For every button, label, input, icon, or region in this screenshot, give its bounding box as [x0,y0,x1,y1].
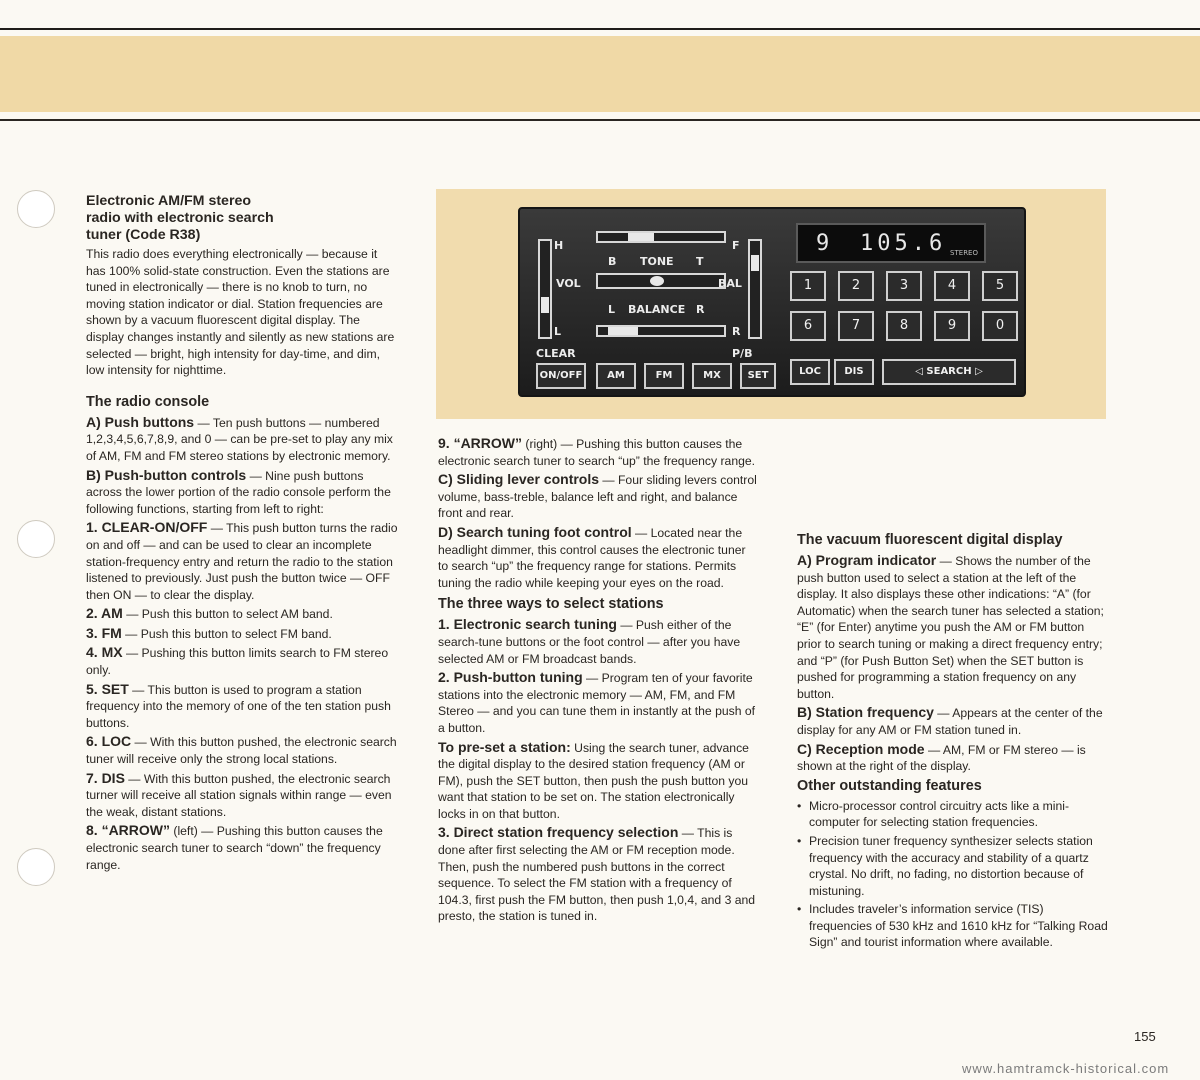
radio-label-pb: P/B [732,347,753,360]
am-item: 2. AM — Push this button to select AM band. [86,605,333,622]
three-ways-heading: The three ways to select stations [438,596,664,613]
preset-button-7: 7 [838,311,874,341]
radio-label-tone: TONE [640,255,674,268]
push-button-tuning-item: 2. Push-button tuning — Program ten of your favorite stations into the electronic memory — AM, FM, and FM Stereo — and you can tune them in instantly at the push of a button. [438,669,756,735]
set-button: SET [740,363,776,389]
arrow-right-item: 9. “ARROW” (right) — Pushing this button causes the electronic search tuner to search “up” the frequency range. [438,435,756,468]
radio-label-t: T [696,255,704,268]
radio-label-f: F [732,239,740,252]
set-item: 5. SET — This button is used to program a station frequency into the memory of one of the ten station push buttons. [86,680,391,730]
banner-rule [0,119,1200,121]
radio-console [518,207,1026,397]
loc-item: 6. LOC — With this button pushed, the electronic search tuner will receive only the strong local stations. [86,733,397,767]
intro-paragraph: This radio does everything electronically — because it has 100% solid-state construction. Even the stations are tuned in electronically — there is no knob to turn, no moving station indicator or dial. Station frequencies are shown by a vacuum fluorescent digital display. The display changes instantly and silently as new stations are selected — bright, high intensity for day-time, and dim, low intensity for nighttime. [86,247,395,378]
preset-button-2: 2 [838,271,874,301]
feature-bullet: • Includes traveler’s information service (TIS) frequencies of 530 kHz and 1610 kHz for “Talking Road Sign” and tourist information where available. [797,901,1109,951]
preset-button-5: 5 [982,271,1018,301]
binder-hole [17,190,55,228]
mx-item: 4. MX — Pushing this button limits search to FM stereo only. [86,644,389,678]
radio-label-b: B [608,255,617,268]
radio-label-bal: BAL [718,277,742,290]
display-heading: The vacuum fluorescent digital display [797,532,1063,548]
search-tuning-item: 1. Electronic search tuning — Push either of the search-tune buttons or the foot control — after you have selected AM or FM broadcast bands. [438,616,741,666]
tone-slider [596,231,726,243]
volume-slider [538,239,552,339]
search-button: ◁ SEARCH ▷ [882,359,1016,385]
push-buttons-item: A) Push buttons — Ten push buttons — numbered 1,2,3,4,5,6,7,8,9, and 0 — can be pre-set to play any mix of AM, FM and FM stereo stations by electronic memory. [86,413,393,463]
display-frequency: 105.6 [860,231,947,256]
top-rule [0,28,1200,30]
fm-button: FM [644,363,684,389]
radio-label-clear: CLEAR [536,347,576,360]
loc-button: LOC [790,359,830,385]
balance-slider [596,273,726,289]
preset-button-0: 0 [982,311,1018,341]
reception-mode-item: C) Reception mode — AM, FM or FM stereo — is shown at the right of the display. [797,740,1086,774]
preset-button-9: 9 [934,311,970,341]
source-url: www.hamtramck-historical.com [962,1061,1170,1076]
column-2 [438,435,758,925]
program-indicator-item: A) Program indicator — Shows the number of the push button used to select a station at the left of the display. It also displays these other indications: “A” (for Automatic) when the search tuner has selected a station; “E” (for Enter) anytime you push the AM or FM button prior to search tuning or making a direct frequency entry; and “P” (for Push Button Set) when the SET button is pushed for programming a station frequency on any button. [797,552,1104,701]
station-frequency-item: B) Station frequency — Appears at the center of the display for any AM or FM station tuned in. [797,704,1103,737]
feature-bullet: • Precision tuner frequency synthesizer selects station frequency with the accuracy and stability of a quartz crystal. No drift, no fading, no distortion because of mistuning. [797,833,1109,899]
preset-button-8: 8 [886,311,922,341]
display-program: 9 [816,231,834,256]
radio-label-r2: R [732,325,741,338]
radio-label-l: L [608,303,616,316]
binder-hole [17,848,55,886]
clear-onoff-item: 1. CLEAR-ON/OFF — This push button turns the radio on and off — and can be used to clear an incomplete station-frequency entry and return the radio to the station listened to previously. Just push the button twice — OFF then ON — to clear the display. [86,519,398,602]
push-button-controls-item: B) Push-button controls — Nine push buttons across the lower portion of the radio console perform the following functions, starting from left to right: [86,466,391,516]
arrow-left-item: 8. “ARROW” (left) — Pushing this button causes the electronic search tuner to search “down” the frequency range. [86,822,383,872]
radio-label-l2: L [554,325,562,338]
direct-selection-item: 3. Direct station frequency selection — This is done after first selecting the AM or FM reception mode. Then, push the numbered push buttons in the correct sequence. To select the FM station with a frequency of 104.3, first push the FM button, then push 1,0,4, and 3 and presto, the station is tuned in. [438,824,756,924]
digital-display [796,223,986,263]
onoff-button: ON/OFF [536,363,586,389]
dis-button: DIS [834,359,874,385]
preset-button-1: 1 [790,271,826,301]
fm-item: 3. FM — Push this button to select FM band. [86,624,332,641]
foot-control-item: D) Search tuning foot control — Located near the headlight dimmer, this control causes the electronic tuner to search “up” the frequency range for stations. Permits tuning the radio while keeping your eyes on the road. [438,523,746,590]
binder-hole [17,520,55,558]
balance-lr-slider [596,325,726,337]
radio-console-photo [436,189,1106,419]
mx-button: MX [692,363,732,389]
other-features-heading: Other outstanding features [797,777,982,794]
fade-slider [748,239,762,339]
column-3 [797,531,1109,951]
preset-button-3: 3 [886,271,922,301]
display-mode: STEREO [950,249,978,257]
radio-label-r: R [696,303,705,316]
preset-button-4: 4 [934,271,970,301]
column-1 [86,193,398,873]
console-heading: The radio console [86,393,210,410]
page-number: 155 [1134,1029,1156,1044]
radio-label-balance: BALANCE [628,303,686,316]
section-title: Electronic AM/FM stereo radio with electronic search tuner (Code R38) [86,193,274,243]
am-button: AM [596,363,636,389]
header-banner [0,36,1200,112]
radio-label-h: H [554,239,564,252]
sliding-lever-item: C) Sliding lever controls — Four sliding levers control volume, bass-treble, balance left and right, and balance front and rear. [438,471,757,521]
preset-button-6: 6 [790,311,826,341]
preset-item: To pre-set a station: Using the search tuner, advance the digital display to the desired station frequency (AM or FM), push the SET button, then push the push button you want that station to be set on. The station electronically locks in on that button. [438,738,749,821]
dis-item: 7. DIS — With this button pushed, the electronic search turner will receive all station signals within range — even the weak, distant stations. [86,769,392,819]
feature-bullet: • Micro-processor control circuitry acts like a mini-computer for selecting station frequencies. [797,798,1109,831]
radio-label-vol: VOL [556,277,581,290]
